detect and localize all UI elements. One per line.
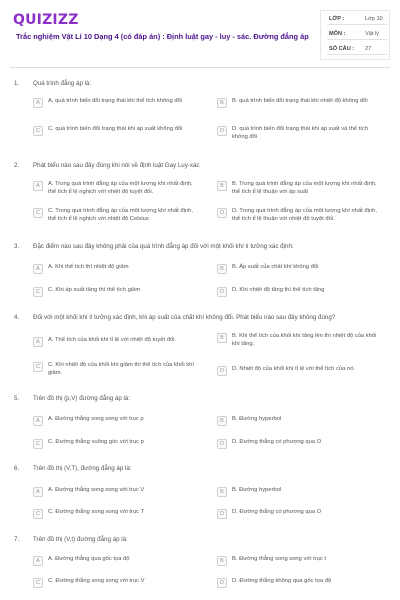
question-number: 3. bbox=[14, 243, 20, 250]
option-text: D. Nhiệt độ của khối khí tỉ lệ với thể tích của nó. bbox=[232, 366, 356, 372]
option-text: B. Đường hyperbol bbox=[232, 416, 282, 422]
option-badge: C bbox=[33, 208, 43, 218]
question-text: Phát biểu nào sau đây đúng khi nói về định luật Gay Luy-xác bbox=[33, 162, 200, 169]
option-text: D. Đường thẳng có phương qua O bbox=[232, 509, 322, 515]
option-text: D. Trong quá trình đẳng áp của một lượng khí nhất định, thể tích tỉ lệ thuận với nhiệt độ tuyệt đối. bbox=[232, 208, 377, 222]
meta-key: SỐ CÂU : bbox=[329, 46, 355, 52]
option-badge: C bbox=[33, 509, 43, 519]
question-text: Đặc điểm nào sau đây không phải của quá trình đẳng áp đối với một khối khí lí tưởng xác định: bbox=[33, 243, 294, 250]
option-badge: A bbox=[33, 264, 43, 274]
option-text: D. quá trình biến đổi trạng thái khi áp suất và thể tích không đổi bbox=[232, 126, 368, 140]
question-text: Trên đồ thị (p,V) đường đẳng áp là: bbox=[33, 395, 131, 402]
option-text: B. Đường hyperbol bbox=[232, 487, 282, 493]
question-text: Trên đồ thị (V,T), đường đẳng áp là: bbox=[33, 465, 132, 472]
question-text: Quá trình đẳng áp là: bbox=[33, 80, 92, 87]
question-number: 7. bbox=[14, 536, 20, 543]
option-badge: B bbox=[217, 416, 227, 426]
meta-row-count bbox=[327, 44, 387, 55]
question-number: 2. bbox=[14, 162, 20, 169]
option-badge: B bbox=[217, 333, 227, 343]
option-text: A. Đường thẳng qua gốc tọa độ bbox=[48, 556, 130, 562]
option-badge: A bbox=[33, 337, 43, 347]
option-text: C. quá trình biến đổi trạng thái khi áp suất không đổi bbox=[48, 126, 183, 132]
option-text: A. Trong quá trình đẳng áp của một lượng khí nhất định, thể tích tỉ lệ nghịch với nhiệt độ tuyệt đối. bbox=[48, 181, 193, 195]
option-badge: D bbox=[217, 578, 227, 588]
question-number: 4. bbox=[14, 314, 20, 321]
option-text: C. Đường thẳng vuông góc với trục p bbox=[48, 439, 144, 445]
option-badge: B bbox=[217, 264, 227, 274]
option-badge: A bbox=[33, 487, 43, 497]
option-badge: C bbox=[33, 126, 43, 136]
option-text: C. Khi nhiệt độ của khối khí giảm thì thể tích của khối khí giảm. bbox=[48, 362, 194, 376]
option-badge: C bbox=[33, 439, 43, 449]
option-text: B. Khi thể tích của khối khí tăng lên thì nhiệt độ của khối khí tăng. bbox=[232, 333, 377, 347]
option-badge: A bbox=[33, 416, 43, 426]
meta-value: Vật lý bbox=[365, 31, 379, 37]
option-badge: C bbox=[33, 578, 43, 588]
option-badge: D bbox=[217, 287, 227, 297]
option-text: A. Đường thẳng song song với trục V bbox=[48, 487, 145, 493]
option-badge: B bbox=[217, 487, 227, 497]
question-number: 6. bbox=[14, 465, 20, 472]
option-text: B. Trong quá trình đẳng áp của một lượng khí nhất định, thể tích tỉ lệ thuận với áp suất bbox=[232, 181, 377, 195]
option-badge: C bbox=[33, 362, 43, 372]
option-badge: A bbox=[33, 181, 43, 191]
meta-key: LỚP : bbox=[329, 16, 345, 22]
option-badge: D bbox=[217, 439, 227, 449]
option-text: C. Trong quá trình đẳng áp của một lượng khí nhất định, thể tích tỉ lệ nghịch với nhiệt độ Celsius bbox=[48, 208, 193, 222]
option-text: C. Đường thẳng song song với trục T bbox=[48, 509, 145, 515]
question-text: Đối với một khối khí lí tưởng xác định, khi áp suất của chất khí không đổi. Phát biểu nào sau đây không đúng? bbox=[33, 314, 336, 321]
option-text: A. quá trình biến đổi trạng thái khi thể tích không đổi bbox=[48, 98, 183, 104]
option-badge: D bbox=[217, 366, 227, 376]
question-text: Trên đồ thị (V,t) đường đẳng áp là: bbox=[33, 536, 128, 543]
option-text: A. Đường thẳng song song với trục p bbox=[48, 416, 144, 422]
option-text: D. Đường thẳng có phương qua O bbox=[232, 439, 322, 445]
option-badge: D bbox=[217, 126, 227, 136]
option-badge: D bbox=[217, 509, 227, 519]
option-text: A. Khi thể tích thì nhiệt độ giảm bbox=[48, 264, 129, 270]
option-text: B. Áp suất của chất khí không đổi bbox=[232, 264, 319, 270]
option-badge: B bbox=[217, 556, 227, 566]
option-text: D. Khi nhiệt độ tăng thì thể tích tăng bbox=[232, 287, 325, 293]
meta-value: 27 bbox=[365, 46, 372, 52]
meta-row-subject bbox=[327, 29, 387, 40]
option-badge: B bbox=[217, 181, 227, 191]
quizizz-logo: QUIZIZZ bbox=[13, 12, 79, 28]
meta-value: Lớp 10 bbox=[365, 16, 383, 22]
question-number: 1. bbox=[14, 80, 20, 87]
option-text: B. quá trình biến đổi trạng thái khi nhiệt độ không đổi bbox=[232, 98, 368, 104]
option-badge: A bbox=[33, 556, 43, 566]
header-divider bbox=[10, 67, 390, 68]
document-header bbox=[0, 0, 400, 68]
option-text: C. Đường thẳng song song với trục V bbox=[48, 578, 145, 584]
meta-key: MÔN : bbox=[329, 31, 346, 37]
option-badge: B bbox=[217, 98, 227, 108]
option-badge: C bbox=[33, 287, 43, 297]
meta-row-class bbox=[327, 14, 387, 25]
option-text: D. Đường thẳng không qua gốc tọa độ bbox=[232, 578, 332, 584]
option-text: C. Khi áp suất tăng thì thể tích giảm bbox=[48, 287, 141, 293]
option-badge: A bbox=[33, 98, 43, 108]
option-text: A. Thể tích của khối khí tỉ lệ với nhiệt độ tuyệt đối. bbox=[48, 337, 177, 343]
question-number: 5. bbox=[14, 395, 20, 402]
document-title: Trắc nghiệm Vật Lí 10 Dạng 4 (có đáp án) : Định luật gay - luy - sác. Đường đẳng áp bbox=[16, 32, 309, 41]
option-text: B. Đường thẳng song song với trục t bbox=[232, 556, 326, 562]
option-badge: D bbox=[217, 208, 227, 218]
meta-box bbox=[320, 10, 390, 60]
